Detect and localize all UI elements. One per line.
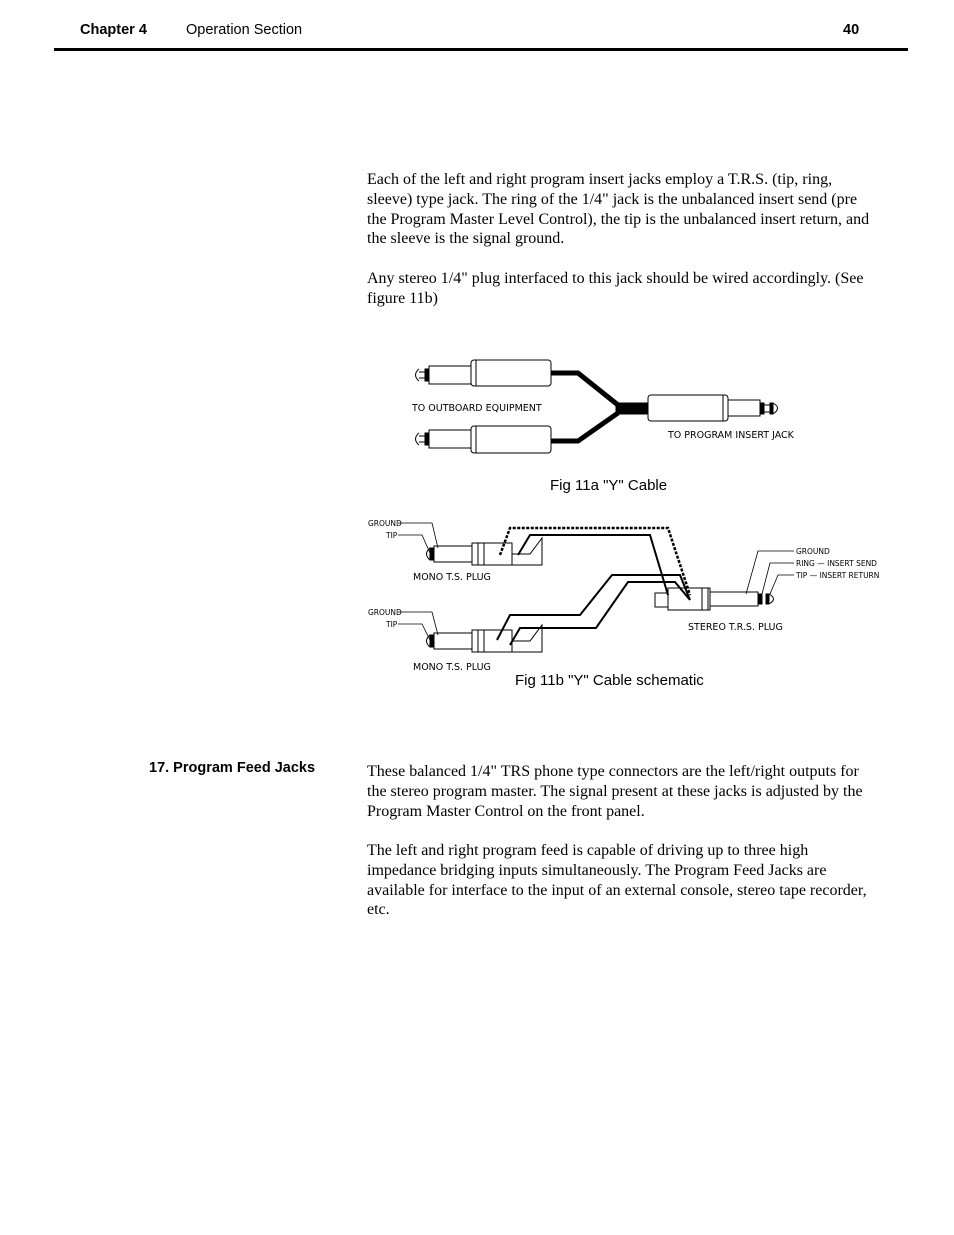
fig11b-mono-plug-lower [427,625,543,652]
page-number: 40 [843,22,860,38]
fig11b-caption: Fig 11b "Y" Cable schematic [515,672,704,689]
fig11b-tip-2: TIP [386,620,398,629]
fig11a-stereo-plug [648,395,778,421]
section-heading: 17. Program Feed Jacks [149,760,316,776]
fig11b-ring-insert-send: RING — INSERT SEND [796,559,877,568]
fig11b-mono-plug-label-1: MONO T.S. PLUG [413,572,491,583]
section-paragraph-1: These balanced 1/4" TRS phone type connectors are the left/right outputs for the stereo program master. The signal present at these jacks is adjusted by the Program Master Control on the front panel. [367,763,863,820]
fig11b-ground-2: GROUND [368,608,402,617]
fig11a-label-program: TO PROGRAM INSERT JACK [668,430,794,441]
intro-paragraph-2: Any stereo 1/4" plug interfaced to this jack should be wired accordingly. (See figure 11b) [367,270,864,307]
fig11a-mono-plug-upper [416,360,552,386]
fig11b-tip-1: TIP [386,531,398,540]
chapter-label: Chapter 4 [80,22,147,38]
fig11b-stereo-plug [655,588,774,610]
fig11a-mono-plug-lower [416,426,552,453]
section-label: Operation Section [186,22,303,38]
intro-paragraph-1: Each of the left and right program insert jacks employ a T.R.S. (tip, ring, sleeve) type jack. The ring of the 1/4" jack is the unbalanced insert send (pre the Program Master Level Control), the tip is the unbalanced insert return, and the sleeve is the signal ground. [367,171,870,248]
fig11b-tip-insert-return: TIP — INSERT RETURN [796,571,880,580]
fig11b-ground-right: GROUND [796,547,830,556]
fig11a-caption: Fig 11a "Y" Cable [550,477,668,494]
section-paragraph-2: The left and right program feed is capable of driving up to three high impedance bridging inputs simultaneously. The Program Feed Jacks are available for interface to the input of an external console, stereo tape recorder, etc. [367,842,867,919]
fig11b-mono-plug-label-2: MONO T.S. PLUG [413,662,491,673]
fig11b-stereo-plug-label: STEREO T.R.S. PLUG [688,622,783,633]
fig11b-ground-1: GROUND [368,519,402,528]
fig11a-label-outboard: TO OUTBOARD EQUIPMENT [412,403,542,414]
